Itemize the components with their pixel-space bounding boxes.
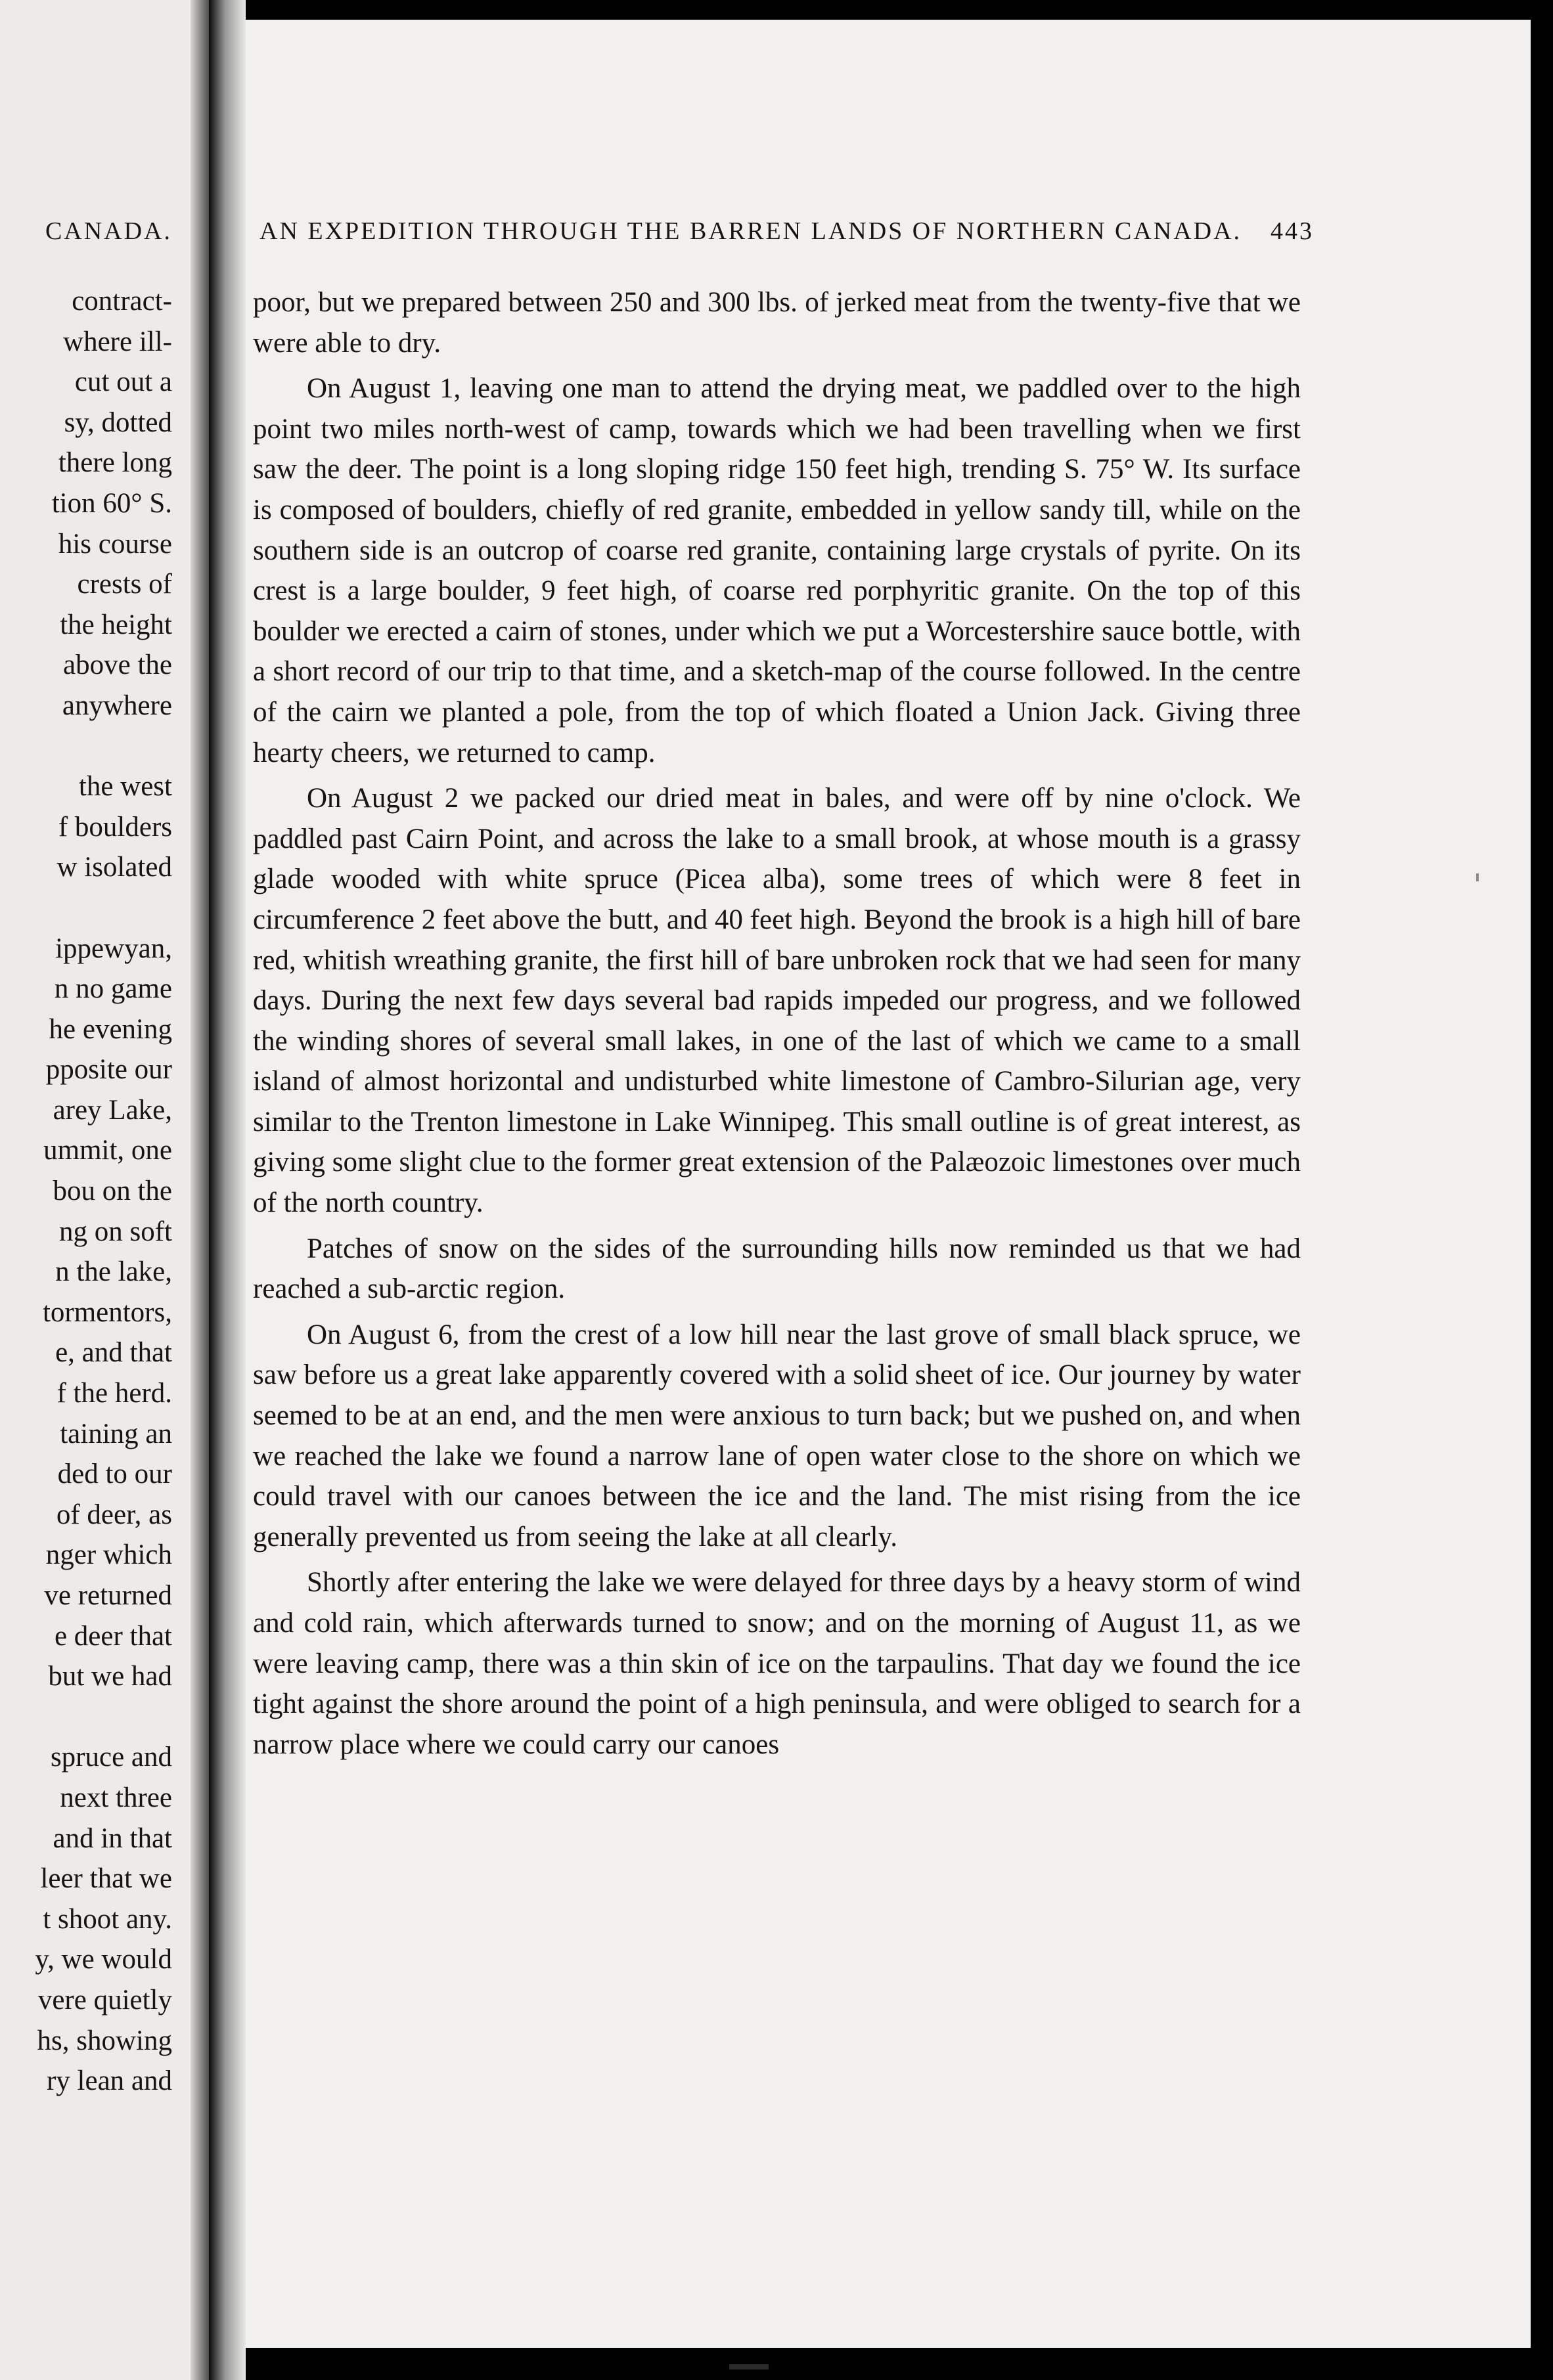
paragraph-cairn-point: On August 1, leaving one man to attend the drying meat, we paddled over to the high point two miles north-west of camp, towards which we had been travelling when we first saw the deer. The point is a long sloping ridge 150 feet high, trending S. 75° W. Its surface is composed of boulders, chiefly of red granite, embedded in yellow sandy till, while on the southern side is an outcrop of coarse red granite, containing large crystals of pyrite. On its crest is a large boulder, 9 feet high, of coarse red porphyritic granite. On the top of this boulder we erected a cairn of stones, under which we put a Worcestershire sauce bottle, with a short record of our trip to that time, and a sketch-map of the course followed. In the centre of the cairn we planted a pole, from the top of which floated a Union Jack. Giving three hearty cheers, we returned to camp. bbox=[253, 373, 1301, 768]
facing-page-line: he evening bbox=[49, 1013, 172, 1045]
facing-page-line: anywhere bbox=[62, 690, 172, 721]
facing-page-line: e, and that bbox=[55, 1337, 172, 1369]
facing-page-line: n no game bbox=[54, 973, 172, 1005]
facing-page-line: arey Lake, bbox=[53, 1094, 172, 1126]
facing-page-line: f the herd. bbox=[56, 1378, 172, 1409]
scan-artifact bbox=[729, 2364, 769, 2369]
facing-page-line: hs, showing bbox=[37, 2025, 172, 2056]
facing-page-line: of deer, as bbox=[56, 1499, 172, 1530]
facing-page-line: above the bbox=[63, 650, 172, 681]
scan-speck bbox=[1476, 873, 1479, 881]
facing-page-line: ry lean and bbox=[46, 2065, 172, 2097]
facing-page-line: ippewyan, bbox=[55, 933, 172, 964]
facing-page-line: the west bbox=[78, 771, 172, 803]
facing-page bbox=[0, 0, 197, 2380]
paragraph-snow: Patches of snow on the sides of the surrounding hills now reminded us that we had reached a sub-arctic region. bbox=[253, 1233, 1301, 1305]
facing-page-line: bou on the bbox=[53, 1176, 172, 1207]
facing-page-blank-line bbox=[0, 726, 172, 767]
facing-page-line: vere quietly bbox=[37, 1984, 172, 2016]
facing-page-line: tormentors, bbox=[42, 1296, 172, 1328]
facing-page-line: pposite our bbox=[45, 1054, 172, 1086]
facing-page-line: crests of bbox=[77, 569, 172, 600]
paragraph-continued: poor, but we prepared between 250 and 300 lbs. of jerked meat from the twenty-five that we were able to dry. bbox=[253, 287, 1301, 359]
facing-page-line: his course bbox=[58, 528, 172, 560]
facing-page-line: ve returned bbox=[44, 1580, 172, 1611]
facing-page-line: there long bbox=[58, 447, 172, 479]
facing-page-line: e deer that bbox=[54, 1620, 172, 1652]
facing-page-line: taining an bbox=[60, 1418, 172, 1449]
facing-page-line: cut out a bbox=[74, 366, 172, 398]
facing-page-line: f boulders bbox=[58, 811, 172, 843]
paragraph-august-2: On August 2 we packed our dried meat in bales, and were off by nine o'clock. We paddled past Cairn Point, and across the lake to a small brook, at whose mouth is a grassy glade wooded with white spruce (Picea alba), some trees of which were 8 feet in circumference 2 feet above the butt, and 40 feet high. Beyond the brook is a high hill of bare red, whitish wreathing granite, the first hill of bare unbroken rock that we had seen for many days. During the next few days several bad rapids impeded our progress, and we followed the winding shores of several small lakes, in one of the last of which we came to a small island of almost horizontal and undisturbed white limestone of Cambro-Silurian age, very similar to the Trenton limestone in Lake Winnipeg. This small outline is of great interest, as giving some slight clue to the former great extension of the Palæozoic limestones over much of the north country. bbox=[253, 783, 1301, 1219]
facing-page-text bbox=[0, 281, 172, 2102]
facing-page-line: ummit, one bbox=[43, 1135, 172, 1166]
paragraph-august-6: On August 6, from the crest of a low hill near the last grove of small black spruce, we saw before us a great lake apparently covered with a solid sheet of ice. Our journey by water seemed to be at an end, and the men were anxious to turn back; but we pushed on, and when we reached the lake we found a narrow lane of open water close to the shore on which we could travel with our canoes between the ice and the land. The mist rising from the ice generally prevented us from seeing the lake at all clearly. bbox=[253, 1319, 1301, 1553]
paragraph-storm: Shortly after entering the lake we were delayed for three days by a heavy storm of wind and cold rain, which afterwards turned to snow; and on the morning of August 11, as we were leaving camp, there was a thin skin of ice on the tarpaulins. That day we found the ice tight against the shore around the point of a high peninsula, and were obliged to search for a narrow place where we could carry our canoes bbox=[253, 1567, 1301, 1760]
facing-page-line: and in that bbox=[53, 1822, 172, 1854]
facing-page-line: ng on soft bbox=[59, 1216, 172, 1247]
facing-page-line: tion 60° S. bbox=[51, 487, 172, 519]
body-text bbox=[253, 282, 1301, 1765]
facing-page-line: where ill- bbox=[63, 326, 172, 357]
running-header bbox=[259, 217, 1314, 246]
facing-page-line: w isolated bbox=[56, 852, 172, 883]
facing-page-line: but we had bbox=[48, 1661, 172, 1692]
facing-page-line: y, we would bbox=[35, 1944, 172, 1975]
facing-page-line: the height bbox=[60, 609, 172, 640]
facing-page-line: leer that we bbox=[40, 1863, 172, 1895]
facing-page-line: spruce and bbox=[50, 1742, 172, 1773]
facing-page-blank-line bbox=[0, 888, 172, 929]
running-title: AN EXPEDITION THROUGH THE BARREN LANDS OF NORTHERN CANADA. bbox=[259, 217, 1242, 245]
facing-page-header: CANADA. bbox=[45, 217, 172, 245]
facing-page-line: ded to our bbox=[57, 1459, 172, 1490]
page-edge-shadow bbox=[209, 0, 246, 2380]
facing-page-line: nger which bbox=[45, 1539, 172, 1571]
page-number: 443 bbox=[1271, 217, 1314, 245]
facing-page-line: next three bbox=[60, 1782, 172, 1813]
facing-page-line: contract- bbox=[72, 286, 172, 317]
facing-page-line: t shoot any. bbox=[43, 1903, 172, 1935]
facing-page-line: n the lake, bbox=[55, 1256, 172, 1288]
facing-page-blank-line bbox=[0, 1697, 172, 1738]
facing-page-line: sy, dotted bbox=[64, 407, 172, 438]
